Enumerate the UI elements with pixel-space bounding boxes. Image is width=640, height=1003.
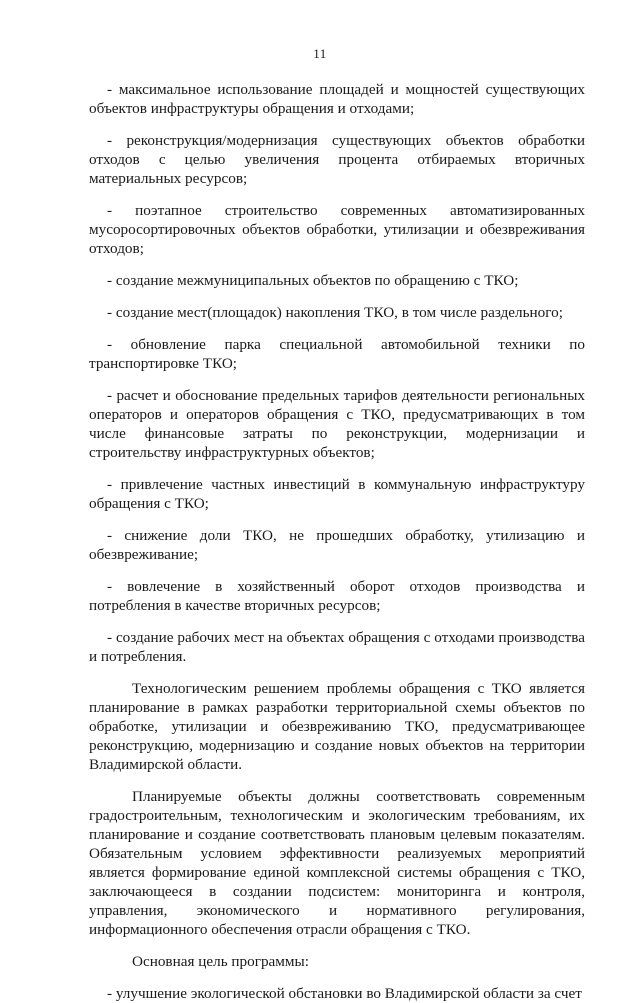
list-item [89, 201, 585, 258]
paragraph-text: - реконструкция/модернизация существующих объектов обработки отходов с целью увеличения процента отбираемых вторичных материальных ресурсов; [89, 132, 585, 187]
page-number: 11 [313, 46, 327, 61]
list-item [89, 80, 585, 118]
list-item [89, 526, 585, 564]
paragraph-text: - обновление парка специальной автомобильной техники по транспортировке ТКО; [89, 336, 585, 372]
paragraph-text: - вовлечение в хозяйственный оборот отходов производства и потребления в качестве вторичных ресурсов; [89, 578, 585, 614]
body-paragraph: Технологическим решением проблемы обращения с ТКО является планирование в рамках разработки территориальной схемы объектов по обработке, утилизации и обезвреживанию ТКО, предусматривающее реконструкцию, модернизацию и создание новых объектов на территории Владимирской области. [89, 680, 585, 773]
paragraph-text: - максимальное использование площадей и мощностей существующих объектов инфраструктуры обращения и отходами; [89, 81, 585, 117]
list-item [89, 131, 585, 188]
paragraph-text: - улучшение экологической обстановки во Владимирской области за счет [107, 985, 582, 1002]
paragraph-text: - привлечение частных инвестиций в коммунальную инфраструктуру обращения с ТКО; [89, 476, 585, 512]
paragraph-text: - создание мест(площадок) накопления ТКО, в том числе раздельного; [107, 304, 563, 321]
list-item [89, 475, 585, 513]
list-item [89, 303, 585, 322]
list-item [89, 628, 585, 666]
paragraph-text: - расчет и обоснование предельных тарифов деятельности региональных операторов и операторов обращения с ТКО, предусматривающих в том числе финансовые затраты по реконструкции, модернизации и строительству инфраструктурных объектов; [89, 387, 585, 461]
document-body [89, 80, 585, 1003]
list-item [89, 577, 585, 615]
paragraph-text: - создание рабочих мест на объектах обращения с отходами производства и потребления. [89, 629, 585, 665]
body-paragraph: Основная цель программы: [132, 953, 309, 970]
paragraph-text: - снижение доли ТКО, не прошедших обработку, утилизацию и обезвреживание; [89, 527, 585, 563]
paragraph-text: - поэтапное строительство современных автоматизированных мусоросортировочных объектов обработки, утилизации и обезвреживания отходов; [89, 202, 585, 257]
paragraph-text: - создание межмуниципальных объектов по обращению с ТКО; [107, 272, 519, 289]
list-item [89, 386, 585, 462]
list-item [89, 984, 585, 1003]
list-item [89, 271, 585, 290]
list-item [89, 335, 585, 373]
body-paragraph: Планируемые объекты должны соответствовать современным градостроительным, технологическим и экологическим требованиям, их планирование и создание соответствовать плановым целевым показателям. Обязательным условием эффективности реализуемых мероприятий является формирование единой комплексной системы обращения с ТКО, заключающееся в создании подсистем: мониторинга и контроля, управления, экономического и нормативного регулирования, информационного обеспечения отрасли обращения с ТКО. [89, 788, 585, 938]
